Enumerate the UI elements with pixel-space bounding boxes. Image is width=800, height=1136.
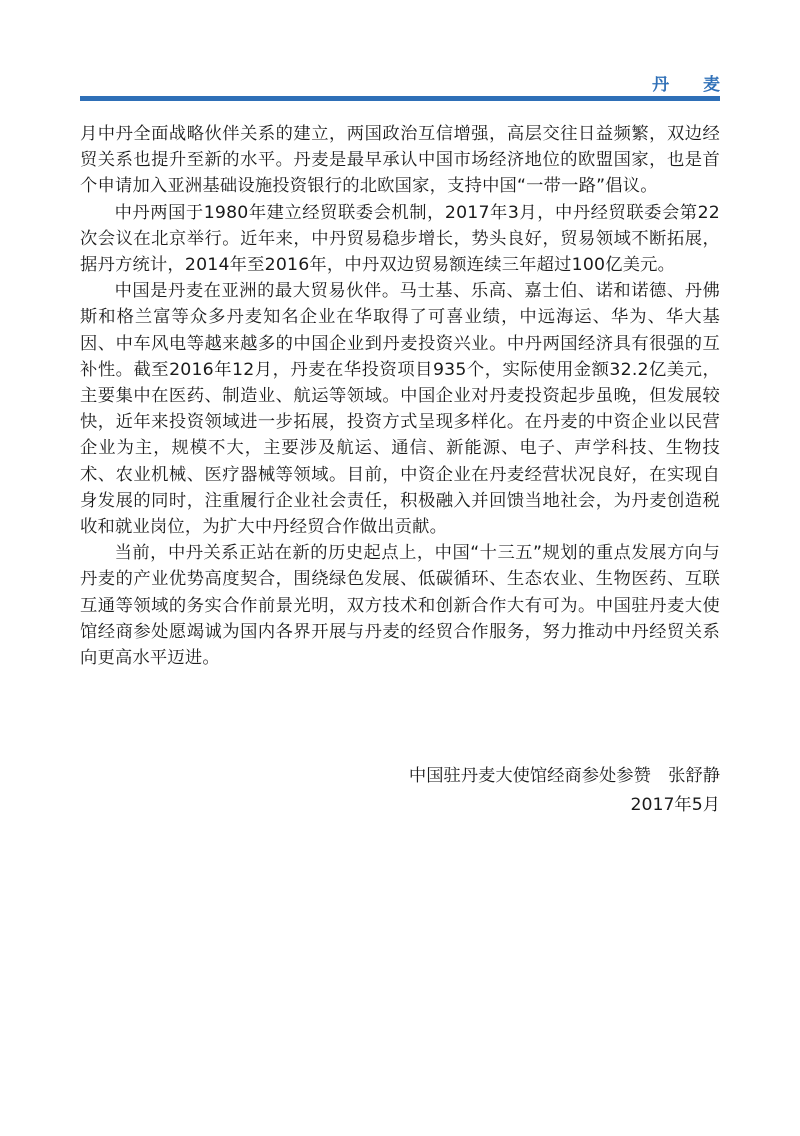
signature-date: 2017年5月 (630, 795, 720, 815)
header-rule (80, 96, 720, 101)
paragraph-trade-mechanism: 中丹两国于1980年建立经贸联委会机制，2017年3月，中丹经贸联委会第22次会议在北京举行。近年来，中丹贸易稳步增长，势头良好，贸易领域不断拓展，据丹方统计，2014年至2016年，中丹双边贸易额连续三年超过100亿美元。 (80, 202, 720, 276)
paragraph-outlook: 当前，中丹关系正站在新的历史起点上，中国“十三五”规划的重点发展方向与丹麦的产业优势高度契合，围绕绿色发展、低碳循环、生态农业、生物医药、互联互通等领域的务实合作前景光明，双方技术和创新合作大有可为。中国驻丹麦大使馆经商参处愿竭诚为国内各界开展与丹麦的经贸合作服务，努力推动中丹经贸关系向更高水平迈进。 (80, 543, 720, 669)
body-text (80, 121, 720, 671)
header-title: 丹 麦 (652, 75, 734, 95)
signature-block (409, 762, 720, 820)
paragraph-continuation: 月中丹全面战略伙伴关系的建立，两国政治互信增强，高层交往日益频繁，双边经贸关系也提升至新的水平。丹麦是最早承认中国市场经济地位的欧盟国家，也是首个申请加入亚洲基础设施投资银行的北欧国家，支持中国“一带一路”倡议。 (80, 124, 720, 197)
signature-author: 中国驻丹麦大使馆经商参处参赞 张舒静 (408, 766, 720, 786)
paragraph-investment: 中国是丹麦在亚洲的最大贸易伙伴。马士基、乐高、嘉士伯、诺和诺德、丹佛斯和格兰富等众多丹麦知名企业在华取得了可喜业绩，中远海运、华为、华大基因、中车风电等越来越多的中国企业到丹麦投资兴业。中丹两国经济具有很强的互补性。截至2016年12月，丹麦在华投资项目935个，实际使用金额32.2亿美元，主要集中在医药、制造业、航运等领域。中国企业对丹麦投资起步虽晚，但发展较快，近年来投资领域进一步拓展，投资方式呈现多样化。在丹麦的中资企业以民营企业为主，规模不大，主要涉及航运、通信、新能源、电子、声学科技、生物技术、农业机械、医疗器械等领域。目前，中资企业在丹麦经营状况良好，在实现自身发展的同时，注重履行企业社会责任，积极融入并回馈当地社会，为丹麦创造税收和就业岗位，为扩大中丹经贸合作做出贡献。 (80, 281, 720, 538)
